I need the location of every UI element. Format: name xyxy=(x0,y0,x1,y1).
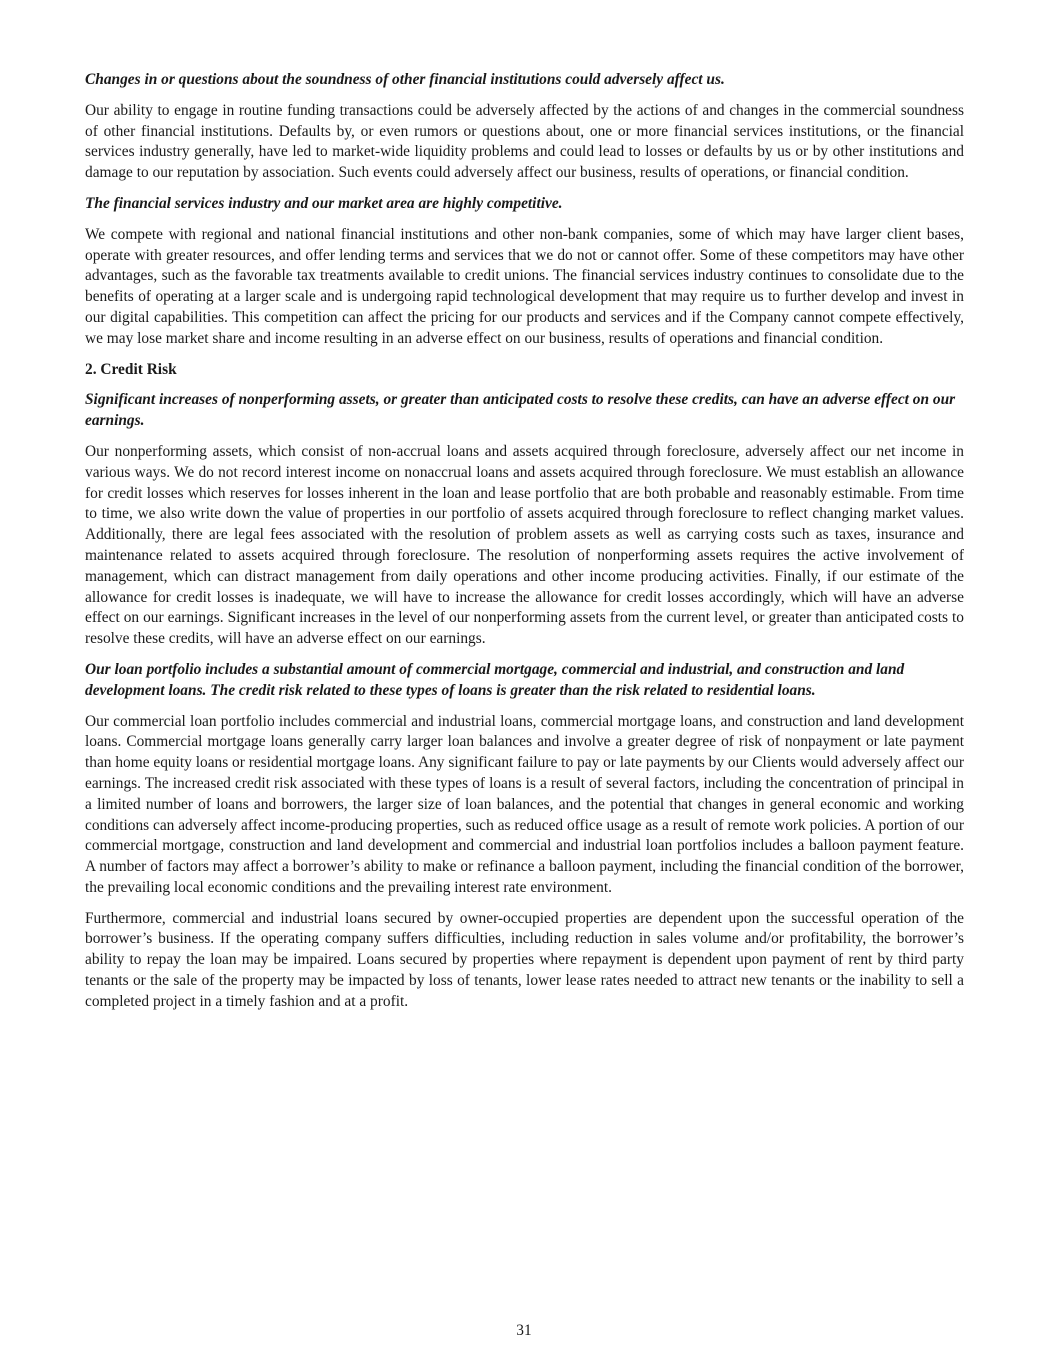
section-heading-nonperforming-assets: Significant increases of nonperforming assets, or greater than anticipated costs to resolve these credits, can have an adverse effect on our earnings. xyxy=(85,391,956,430)
page-number: 31 xyxy=(516,1322,532,1339)
section-heading-counterparty-risk: Changes in or questions about the soundness of other financial institutions could adversely affect us. xyxy=(85,71,725,88)
document-body xyxy=(85,70,964,1023)
paragraph-competition: We compete with regional and national financial institutions and other non-bank companies, some of which may have larger client bases, operate with greater resources, and offer lending terms and services that we do not or cannot offer. Some of these competitors may have other advantages, such as the favorable tax treatments available to credit unions. The financial services industry continues to consolidate due to the benefits of operating at a larger scale and is undergoing rapid technological development that may require us to further develop and invest in our digital capabilities. This competition can affect the pricing for our products and services and if the Company cannot compete effectively, we may lose market share and income resulting in an adverse effect on our business, results of operations and financial condition. xyxy=(85,225,964,347)
paragraph-owner-occupied: Furthermore, commercial and industrial loans secured by owner-occupied properties are dependent upon the successful operation of the borrower’s business. If the operating company suffers difficulties, including reduction in sales volume and/or profitability, the borrower’s ability to repay the loan may be impaired. Loans secured by properties where repayment is dependent upon payment of rent by third party tenants or the sale of the property may be impacted by loss of tenants, lower lease rates needed to attract new tenants or the inability to sell a completed project in a timely fashion and at a profit. xyxy=(85,909,964,1010)
section-heading-competition: The financial services industry and our market area are highly competitive. xyxy=(85,194,563,212)
paragraph-commercial-loans: Our commercial loan portfolio includes commercial and industrial loans, commercial mortgage loans, and construction and land development loans. Commercial mortgage loans generally carry larger loan balances and involve a greater degree of risk of nonpayment or late payment than home equity loans or residential mortgage loans. Any significant failure to pay or late payments by our Clients would adversely affect our earnings. The increased credit risk associated with these types of loans is a result of several factors, including the concentration of principal in a limited number of loans and borrowers, the larger size of loan balances, and the potential that changes in general economic and working conditions can adversely affect income-producing properties, such as reduced office usage as a result of remote work policies. A portion of our commercial mortgage, construction and land development and commercial and industrial loan portfolios includes a balloon payment feature. A number of factors may affect a borrower’s ability to make or refinance a balloon payment, including the financial condition of the borrower, the prevailing local economic conditions and the prevailing interest rate environment. xyxy=(85,712,964,896)
section-heading-credit-risk: 2. Credit Risk xyxy=(85,360,177,378)
section-heading-commercial-loans: Our loan portfolio includes a substantial amount of commercial mortgage, commercial and industrial, and construction and land development loans. The credit risk related to these types of loans is greater than the risk related to residential loans. xyxy=(85,660,905,699)
paragraph-nonperforming-assets: Our nonperforming assets, which consist of non-accrual loans and assets acquired through foreclosure, adversely affect our net income in various ways. We do not record interest income on nonaccrual loans and assets acquired through foreclosure. We must establish an allowance for credit losses which reserves for losses inherent in the loan and lease portfolio that are both probable and reasonably estimable. From time to time, we also write down the value of properties in our portfolio of assets acquired through foreclosure to reflect changing market values. Additionally, there are legal fees associated with the resolution of problem assets as well as carrying costs such as taxes, insurance and maintenance related to assets acquired through foreclosure. The resolution of nonperforming assets requires the active involvement of management, which can distract management from daily operations and other income producing activities. Finally, if our estimate of the allowance for credit losses is inadequate, we will have to increase the allowance for credit losses accordingly, which will have an adverse effect on our earnings. Significant increases in the level of our nonperforming assets from the current level, or greater than anticipated costs to resolve these credits, will have an adverse effect on our earnings. xyxy=(85,442,964,648)
paragraph-counterparty-risk: Our ability to engage in routine funding transactions could be adversely affected by the actions of and changes in the commercial soundness of other financial institutions. Defaults by, or even rumors or questions about, one or more financial services institutions, or the financial services industry generally, have led to market-wide liquidity problems and could lead to losses or defaults by us or by other institutions and damage to our reputation by association. Such events could adversely affect our business, results of operations, or financial condition. xyxy=(85,101,964,182)
